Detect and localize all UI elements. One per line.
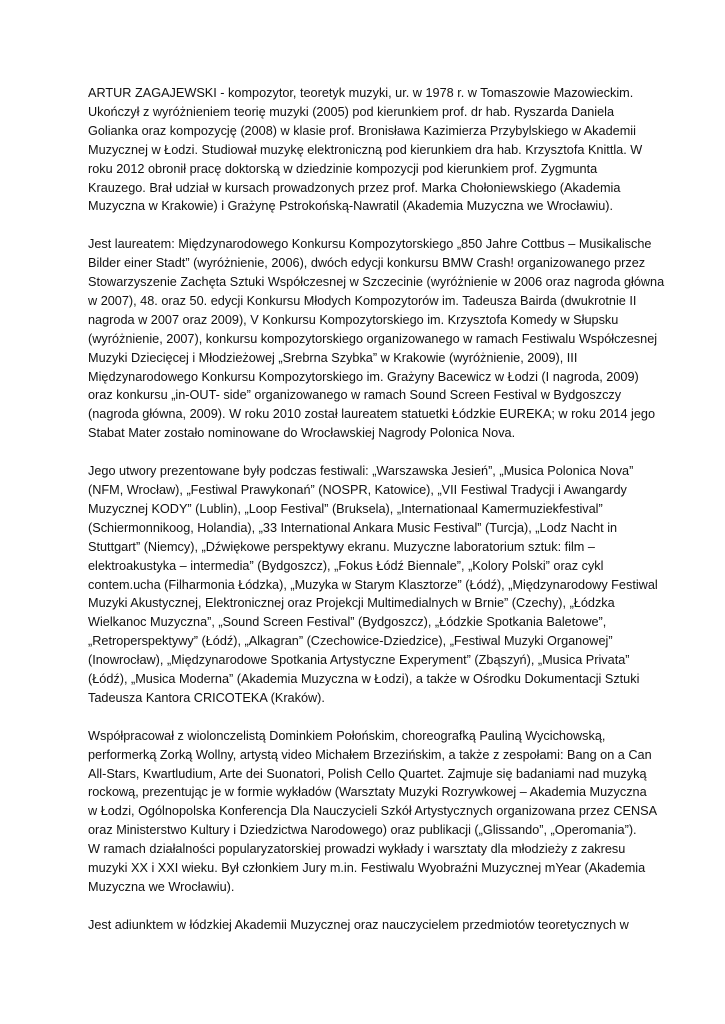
- text-line: Muzycznej w Łodzi. Studiował muzykę elektroniczną pod kierunkiem dra hab. Krzysztofa Knittla. W: [88, 142, 643, 157]
- text-line: (nagroda główna, 2009). W roku 2010 został laureatem statuetki Łódzkie EUREKA; w roku 2014 jego: [88, 407, 656, 422]
- text-line: w 2007), 48. oraz 50. edycji Konkursu Młodych Kompozytorów im. Tadeusza Bairda (dwukrotnie II: [88, 293, 637, 308]
- text-line: Stabat Mater zostało nominowane do Wrocławskiej Nagrody Polonica Nova.: [88, 426, 516, 441]
- text-line: (Schiermonnikoog, Holandia), „33 International Ankara Music Festival” (Turcja), „Lodz Nacht in: [88, 520, 618, 535]
- paragraph-current-position: [88, 916, 628, 935]
- text-line: Muzyczna w Krakowie) i Grażynę Pstrokońską-Nawratil (Akademia Muzyczna we Wrocławiu).: [88, 199, 614, 214]
- text-line: elektroakustyka – intermedia” (Bydgoszcz), „Fokus Łódź Biennale”, „Kolory Polski” oraz cykl: [88, 558, 604, 573]
- text-line: Współpracował z wiolonczelistą Dominkiem Połońskim, choreografką Pauliną Wycichowską,: [88, 728, 606, 743]
- text-line: ARTUR ZAGAJEWSKI - kompozytor, teoretyk muzyki, ur. w 1978 r. w Tomaszowie Mazowieckim.: [88, 86, 634, 100]
- document-page: [88, 84, 665, 954]
- text-line: Jest laureatem: Międzynarodowego Konkursu Kompozytorskiego „850 Jahre Cottbus – Musikalische: [88, 237, 652, 252]
- text-line: Ukończył z wyróżnieniem teorię muzyki (2005) pod kierunkiem prof. dr hab. Ryszarda Daniela: [88, 104, 615, 119]
- text-line: All-Stars, Kwartludium, Arte dei Suonatori, Polish Cello Quartet. Zajmuje się badaniami nad muzyką: [88, 766, 647, 781]
- text-line: (Inowrocław), „Międzynarodowe Spotkania Artystyczne Experyment” (Zbąszyń), „Musica Privata”: [88, 653, 630, 668]
- paragraph-biography: [88, 84, 643, 216]
- text-line: (NFM, Wrocław), „Festiwal Prawykonań” (NOSPR, Katowice), „VII Festiwal Tradycji i Awangardy: [88, 483, 627, 497]
- text-line: oraz konkursu „in-OUT- side” organizowanego w ramach Sound Screen Festival w Bydgoszczy: [88, 388, 622, 403]
- text-line: (wyróżnienie, 2007), konkursu kompozytorskiego organizowanego w ramach Festiwalu Współczesnej: [88, 331, 658, 346]
- text-line: Stuttgart” (Niemcy), „Dźwiękowe perspektywy ekranu. Muzyczne laboratorium sztuk: film –: [88, 539, 595, 554]
- text-line: Muzycznej KODY” (Lublin), „Loop Festival” (Bruksela), „Internationaal Kamermuziekfestival”: [88, 501, 603, 516]
- text-line: W ramach działalności popularyzatorskiej prowadzi wykłady i warsztaty dla młodzieży z zakresu: [88, 842, 626, 857]
- text-line: contem.ucha (Filharmonia Łódzka), „Muzyka w Starym Klasztorze” (Łódź), „Międzynarodowy Festiwal: [88, 577, 658, 592]
- text-line: Międzynarodowego Konkursu Kompozytorskiego im. Grażyny Bacewicz w Łodzi (I nagroda, 2009): [88, 369, 639, 384]
- paragraph-collaborations: [88, 727, 658, 897]
- text-line: performerką Zorką Wollny, artystą video Michałem Brzezińskim, a także z zespołami: Bang on a Can: [88, 747, 652, 762]
- text-line: Bilder einer Stadt” (wyróżnienie, 2006), dwóch edycji konkursu BMW Crash! organizowanego przez: [88, 256, 646, 271]
- paragraph-awards: [88, 235, 665, 443]
- text-line: rockową, prezentując je w formie wykładów (Warsztaty Muzyki Rozrywkowej – Akademia Muzyczna: [88, 785, 647, 800]
- text-line: Krauzego. Brał udział w kursach prowadzonych przez prof. Marka Chołoniewskiego (Akademia: [88, 180, 621, 195]
- text-line: oraz Ministerstwo Kultury i Dziedzictwa Narodowego) oraz publikacji („Glissando”, „Operomania”).: [88, 823, 637, 838]
- text-line: Wielkanoc Muzyczna”, „Sound Screen Festival” (Bydgoszcz), „Łódzkie Spotkania Baletowe”,: [88, 615, 607, 630]
- text-line: w Łodzi, Ogólnopolska Konferencja Dla Nauczycieli Szkół Artystycznych organizowana przez CENSA: [88, 804, 658, 819]
- text-line: Tadeusza Kantora CRICOTEKA (Kraków).: [88, 690, 325, 705]
- text-line: Golianka oraz kompozycję (2008) w klasie prof. Bronisława Kazimierza Przybylskiego w Akademii: [88, 123, 636, 138]
- text-line: muzyki XX i XXI wieku. Był członkiem Jury m.in. Festiwalu Wyobraźni Muzycznej mYear (Akademia: [88, 861, 646, 876]
- text-line: Muzyczna we Wrocławiu).: [88, 880, 235, 895]
- paragraph-festivals: [88, 462, 658, 708]
- text-line: Muzyki Akustycznej, Elektronicznej oraz Projekcji Multimedialnych w Brnie” (Czechy), „Łódzka: [88, 596, 615, 611]
- text-line: Jest adiunktem w łódzkiej Akademii Muzycznej oraz nauczycielem przedmiotów teoretycznych w: [88, 917, 629, 932]
- text-line: Jego utwory prezentowane były podczas festiwali: „Warszawska Jesień”, „Musica Polonica Nova”: [88, 464, 634, 479]
- text-line: nagroda w 2007 oraz 2009), V Konkursu Kompozytorskiego im. Krzysztofa Komedy w Słupsku: [88, 312, 619, 327]
- text-line: Stowarzyszenie Zachęta Sztuki Współczesnej w Szczecinie (wyróżnienie w 2006 oraz nagroda główna: [88, 275, 665, 290]
- text-line: Muzyki Dziecięcej i Młodzieżowej „Srebrna Szybka” w Krakowie (wyróżnienie, 2009), III: [88, 350, 578, 365]
- text-line: (Łódź), „Musica Moderna” (Akademia Muzyczna w Łodzi), a także w Ośrodku Dokumentacji Sztuki: [88, 672, 640, 687]
- text-line: „Retroperspektywy” (Łódź), „Alkagran” (Czechowice-Dziedzice), „Festiwal Muzyki Organowej”: [88, 634, 613, 649]
- text-line: roku 2012 obronił pracę doktorską w dziedzinie kompozycji pod kierunkiem prof. Zygmunta: [88, 161, 598, 176]
